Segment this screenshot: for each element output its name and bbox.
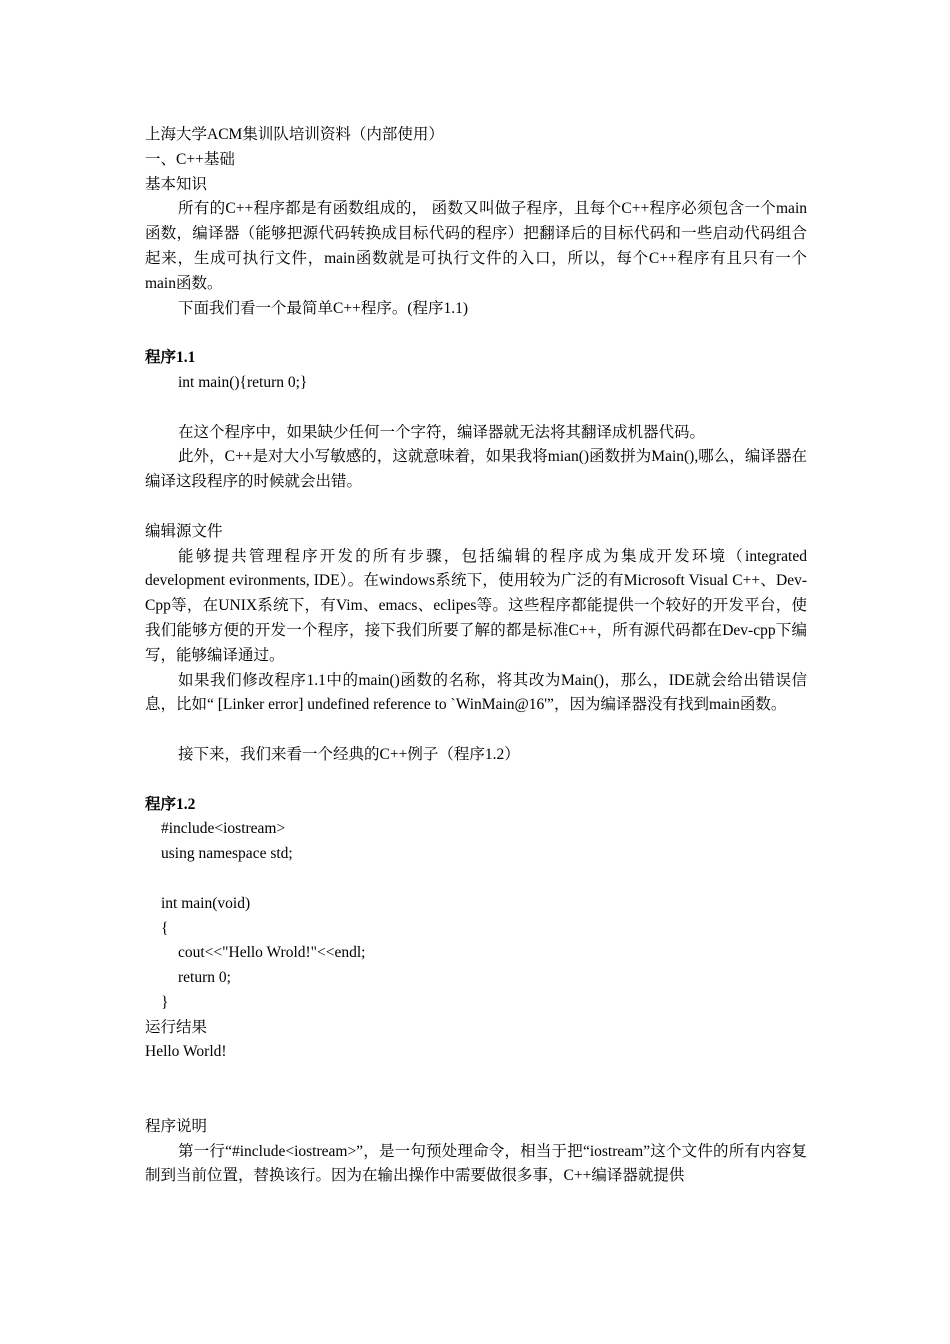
program-heading: 程序1.1 xyxy=(145,349,196,367)
document-title: 上海大学ACM集训队培训资料（内部使用） xyxy=(145,126,444,143)
program-heading: 程序1.2 xyxy=(145,795,196,813)
run-result-label: 运行结果 xyxy=(145,1018,208,1036)
code-line: int main(void) xyxy=(161,894,251,912)
paragraph: 如果我们修改程序1.1中的main()函数的名称，将其改为Main()，那么，IDE就会给出错误信息，比如“ [Linker error] undefined reference to `WinMain@16'”，因为编译器没有找到main函数。 xyxy=(145,671,807,714)
paragraph: 在这个程序中，如果缺少任何一个字符，编译器就无法将其翻译成机器代码。 xyxy=(178,423,706,441)
code-line: return 0; xyxy=(178,969,231,987)
paragraph: 此外，C++是对大小写敏感的，这就意味着，如果我将mian()函数拼为Main(),哪么，编译器在编译这段程序的时候就会出错。 xyxy=(145,448,807,491)
run-result-output: Hello World! xyxy=(145,1043,227,1061)
section-heading: 一、C++基础 xyxy=(145,150,235,168)
blank-line xyxy=(145,867,807,892)
blank-line xyxy=(145,1065,807,1115)
paragraph: 第一行“#include<iostream>”，是一句预处理命令，相当于把“iostream”这个文件的所有内容复制到当前位置，替换该行。因为在输出操作中需要做很多事，C++编译器就提供 xyxy=(145,1142,807,1185)
code-line: { xyxy=(161,919,169,937)
blank-line xyxy=(145,396,807,421)
code-line: #include<iostream> xyxy=(161,820,286,838)
paragraph: 接下来，我们来看一个经典的C++例子（程序1.2） xyxy=(178,745,520,763)
blank-line xyxy=(145,768,807,793)
code-line: } xyxy=(161,993,169,1011)
code-line: int main(){return 0;} xyxy=(178,373,308,391)
blank-line xyxy=(145,321,807,346)
document-body xyxy=(145,123,807,1189)
paragraph: 所有的C++程序都是有函数组成的， 函数又叫做子程序，且每个C++程序必须包含一个main函数，编译器（能够把源代码转换成目标代码的程序）把翻译后的目标代码和一些启动代码组合起来，生成可执行文件，main函数就是可执行文件的入口，所以，每个C++程序有且只有一个main函数。 xyxy=(145,200,807,292)
paragraph: 能够提共管理程序开发的所有步骤，包括编辑的程序成为集成开发环境（integrated development evironments, IDE）。在windows系统下，使用较为广泛的有Microsoft Visual C++、Dev-Cpp等，在UNIX系统下，有Vim、emacs、eclipes等。这些程序都能提供一个较好的开发平台，使我们能够方便的开发一个程序，接下我们所要了解的都是标准C++，所有源代码都在Dev-cpp下编写，能够编译通过。 xyxy=(145,547,807,664)
blank-line xyxy=(145,718,807,743)
subsection-heading-explain: 程序说明 xyxy=(145,1117,208,1135)
subsection-heading-basic: 基本知识 xyxy=(145,175,208,193)
code-line: using namespace std; xyxy=(161,845,293,863)
paragraph: 下面我们看一个最简单C++程序。(程序1.1) xyxy=(178,299,469,317)
blank-line xyxy=(145,495,807,520)
code-line: cout<<"Hello Wrold!"<<endl; xyxy=(178,944,366,962)
subsection-heading-edit: 编辑源文件 xyxy=(145,522,223,540)
